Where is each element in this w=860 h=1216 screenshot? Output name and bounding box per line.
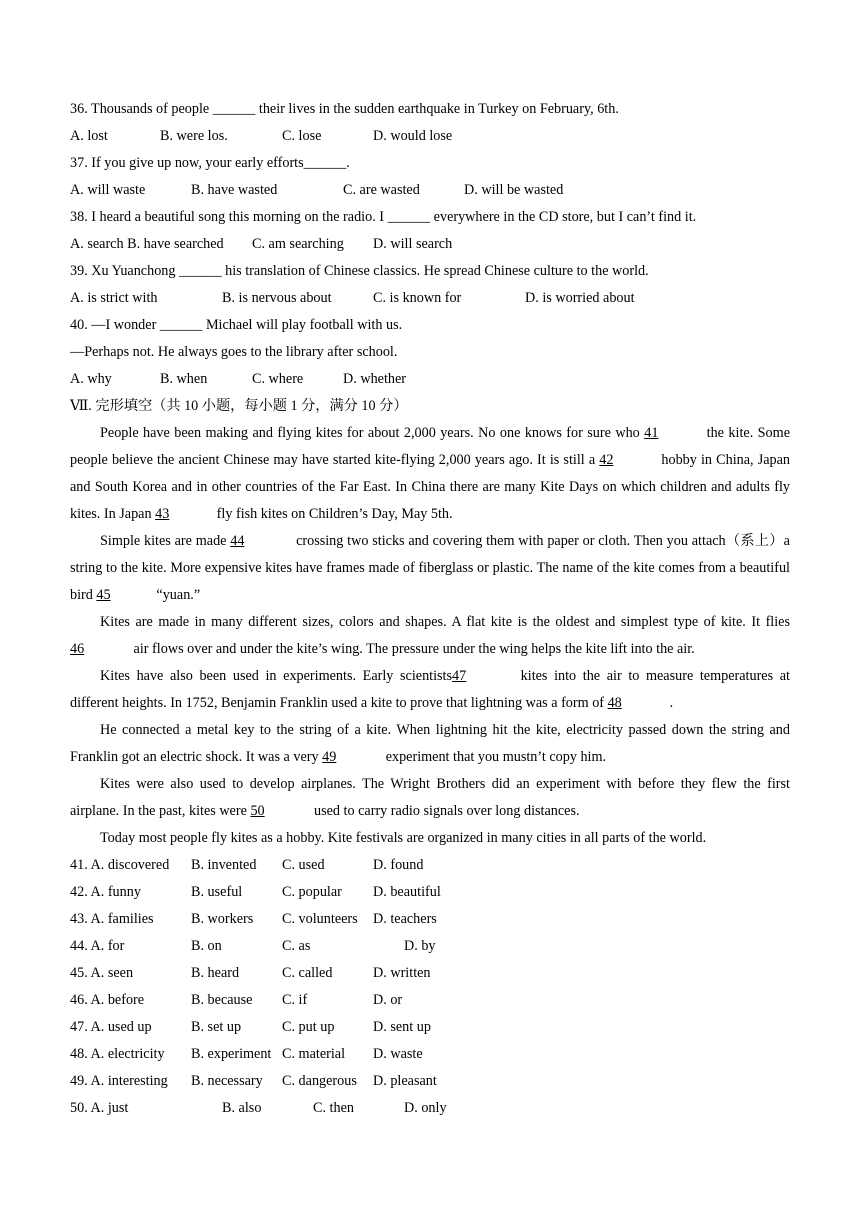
passage-text: Kites are made in many different sizes, colors and shapes. A flat kite is the oldest and simplest type of kite. It flies [100, 614, 790, 630]
question-38-stem: 38. I heard a beautiful song this morning on the radio. I ______ everywhere in the CD store, but I can’t find it. [70, 209, 697, 225]
q39-option-d: D. is worried about [525, 290, 635, 306]
blank-44: 44 [230, 533, 245, 549]
q38-option-c: C. am searching [252, 236, 344, 252]
q46-option-d: D. or [373, 992, 403, 1008]
q36-option-b: B. were los. [160, 128, 228, 144]
blank-46: 46 [70, 641, 85, 657]
question-40-stem-reply: —Perhaps not. He always goes to the library after school. [70, 344, 398, 360]
q48-option-b: B. experiment [191, 1046, 272, 1062]
passage-text: experiment that you mustn’t copy him. [382, 749, 607, 765]
cloze-options-49 [70, 1068, 790, 1095]
q48-option-c: C. material [282, 1046, 346, 1062]
question-40-options [70, 366, 790, 393]
q38-option-ab: A. search B. have searched [70, 236, 224, 252]
q37-option-c: C. are wasted [343, 182, 420, 198]
q41-option-a: 41. A. discovered [70, 857, 170, 873]
passage-paragraph-7 [70, 825, 790, 852]
q43-option-d: D. teachers [373, 911, 437, 927]
blank-49: 49 [322, 749, 337, 765]
q41-option-d: D. found [373, 857, 424, 873]
q41-option-b: B. invented [191, 857, 257, 873]
q36-option-d: D. would lose [373, 128, 453, 144]
q42-option-c: C. popular [282, 884, 342, 900]
q45-option-c: C. called [282, 965, 333, 981]
q39-option-a: A. is strict with [70, 290, 158, 306]
passage-text: Simple kites are made [100, 533, 231, 549]
passage-paragraph-4 [70, 663, 790, 717]
question-39-options [70, 285, 790, 312]
passage-paragraph-3 [70, 609, 790, 663]
passage-text: “yuan.” [156, 587, 201, 603]
blank-45: 45 [96, 587, 111, 603]
cloze-options-44 [70, 933, 790, 960]
q47-option-c: C. put up [282, 1019, 335, 1035]
q46-option-a: 46. A. before [70, 992, 145, 1008]
q44-option-a: 44. A. for [70, 938, 125, 954]
question-37-stem: 37. If you give up now, your early efforts______. [70, 155, 350, 171]
q47-option-d: D. sent up [373, 1019, 431, 1035]
q40-option-c: C. where [252, 371, 304, 387]
q39-option-b: B. is nervous about [222, 290, 332, 306]
q37-option-b: B. have wasted [191, 182, 278, 198]
q39-option-c: C. is known for [373, 290, 462, 306]
passage-paragraph-6 [70, 771, 790, 825]
q50-option-b: B. also [222, 1100, 262, 1116]
blank-47: 47 [452, 668, 467, 684]
passage-paragraph-2 [70, 528, 790, 609]
passage-text: used to carry radio signals over long distances. [310, 803, 580, 819]
passage-text: fly fish kites on Children’s Day, May 5th. [213, 506, 453, 522]
q43-option-b: B. workers [191, 911, 254, 927]
cloze-options-48 [70, 1041, 790, 1068]
passage-text: People have been making and flying kites for about 2,000 years. No one knows for sure who [100, 425, 645, 441]
passage-text: Today most people fly kites as a hobby. Kite festivals are organized in many cities in all parts of the world. [100, 830, 707, 846]
passage-paragraph-5 [70, 717, 790, 771]
question-40-stem: 40. —I wonder ______ Michael will play football with us. [70, 317, 403, 333]
passage-text: crossing two sticks and covering them with paper or cloth. Then you attach（系上）a string to the kite. More expensive kites have frames made of fiberglass or plastic. The name of the kite comes from a beautiful bird [70, 533, 790, 603]
q42-option-b: B. useful [191, 884, 243, 900]
q49-option-a: 49. A. interesting [70, 1073, 168, 1089]
q47-option-a: 47. A. used up [70, 1019, 152, 1035]
passage-text: Kites were also used to develop airplanes. The Wright Brothers did an experiment with before they flew the first airplane. In the past, kites were [70, 776, 790, 819]
q43-option-c: C. volunteers [282, 911, 358, 927]
q37-option-d: D. will be wasted [464, 182, 564, 198]
passage-paragraph-1 [70, 420, 790, 528]
q41-option-c: C. used [282, 857, 325, 873]
document-page [70, 96, 790, 1122]
question-36-options [70, 123, 790, 150]
blank-41: 41 [644, 425, 659, 441]
q38-option-d: D. will search [373, 236, 453, 252]
q50-option-d: D. only [404, 1100, 447, 1116]
q40-option-b: B. when [160, 371, 208, 387]
q49-option-b: B. necessary [191, 1073, 263, 1089]
cloze-options-42 [70, 879, 790, 906]
q46-option-c: C. if [282, 992, 308, 1008]
q45-option-b: B. heard [191, 965, 240, 981]
q45-option-a: 45. A. seen [70, 965, 134, 981]
q36-option-a: A. lost [70, 128, 108, 144]
passage-text: . [669, 695, 674, 711]
q45-option-d: D. written [373, 965, 431, 981]
cloze-options-43 [70, 906, 790, 933]
q50-option-c: C. then [313, 1100, 354, 1116]
cloze-options-47 [70, 1014, 790, 1041]
q43-option-a: 43. A. families [70, 911, 154, 927]
section-heading: Ⅶ. 完形填空（共 10 小题，每小题 1 分，满分 10 分） [70, 398, 408, 414]
question-36-stem: 36. Thousands of people ______ their lives in the sudden earthquake in Turkey on February, 6th. [70, 101, 619, 117]
q48-option-d: D. waste [373, 1046, 423, 1062]
q48-option-a: 48. A. electricity [70, 1046, 165, 1062]
blank-42: 42 [599, 452, 614, 468]
q49-option-d: D. pleasant [373, 1073, 437, 1089]
q36-option-c: C. lose [282, 128, 322, 144]
passage-text: kites into the air to measure temperatures at different heights. In 1752, Benjamin Franklin used a kite to prove that lightning was a form of [70, 668, 790, 711]
blank-43: 43 [155, 506, 170, 522]
q47-option-b: B. set up [191, 1019, 242, 1035]
passage-text: the kite. Some people believe the ancient Chinese may have started kite-flying 2,000 years ago. It is still a [70, 425, 790, 468]
q42-option-a: 42. A. funny [70, 884, 141, 900]
q44-option-b: B. on [191, 938, 222, 954]
cloze-options-45 [70, 960, 790, 987]
q44-option-c: C. as [282, 938, 311, 954]
passage-text: air flows over and under the kite’s wing. The pressure under the wing helps the kite lift into the air. [130, 641, 695, 657]
passage-text: Kites have also been used in experiments. Early scientists [100, 668, 453, 684]
question-38-options [70, 231, 790, 258]
q37-option-a: A. will waste [70, 182, 146, 198]
blank-48: 48 [607, 695, 622, 711]
cloze-options-50 [70, 1095, 790, 1122]
passage-text: He connected a metal key to the string of a kite. When lightning hit the kite, electricity passed down the string and Franklin got an electric shock. It was a very [70, 722, 790, 765]
q40-option-a: A. why [70, 371, 112, 387]
cloze-options-46 [70, 987, 790, 1014]
question-39-stem: 39. Xu Yuanchong ______ his translation of Chinese classics. He spread Chinese culture to the world. [70, 263, 649, 279]
q49-option-c: C. dangerous [282, 1073, 357, 1089]
question-37-options [70, 177, 790, 204]
passage-text: hobby in China, Japan and South Korea and in other countries of the Far East. In China there are many Kite Days on which children and adults fly kites. In Japan [70, 452, 790, 522]
blank-50: 50 [250, 803, 265, 819]
q44-option-d: D. by [404, 938, 436, 954]
q50-option-a: 50. A. just [70, 1100, 129, 1116]
q42-option-d: D. beautiful [373, 884, 441, 900]
q46-option-b: B. because [191, 992, 253, 1008]
q40-option-d: D. whether [343, 371, 407, 387]
cloze-options-41 [70, 852, 790, 879]
